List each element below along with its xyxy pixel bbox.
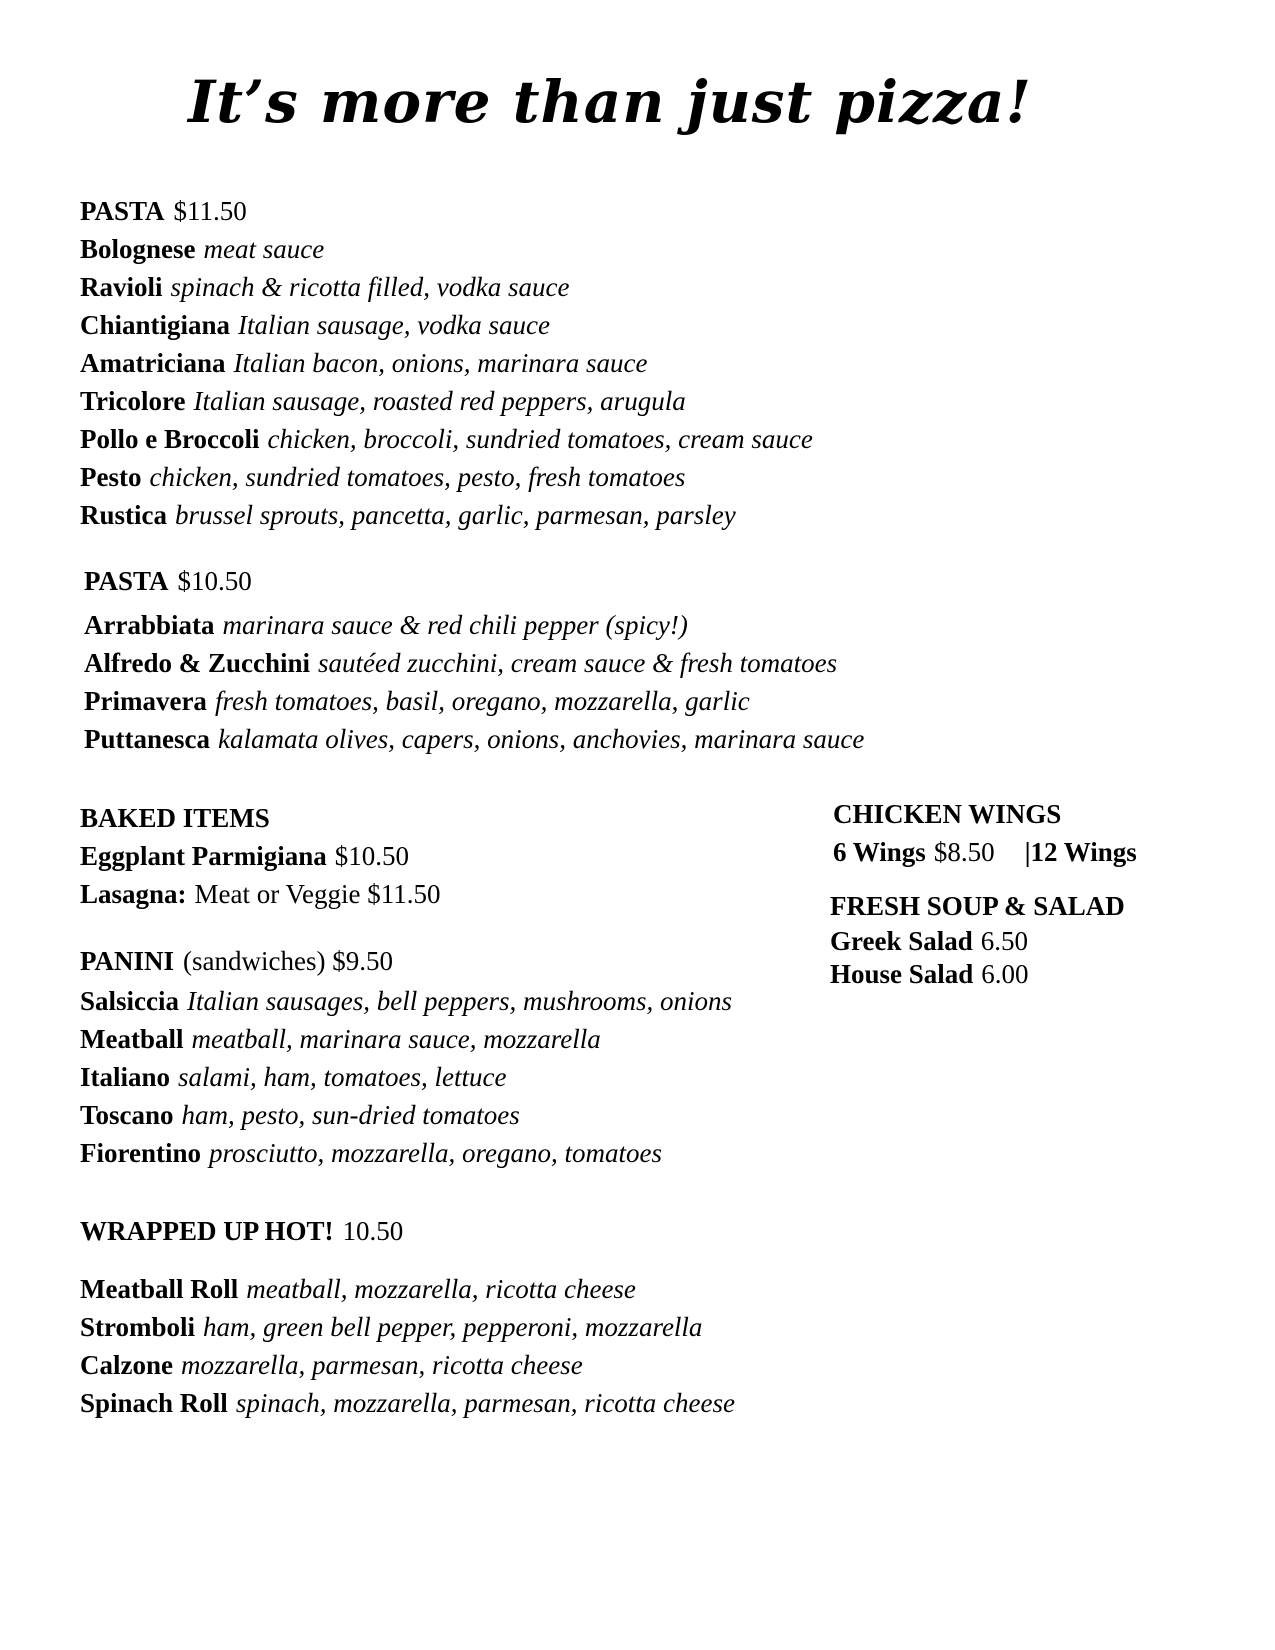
item-name: House Salad bbox=[830, 959, 974, 989]
item-description: spinach, mozzarella, parmesan, ricotta cheese bbox=[235, 1388, 735, 1418]
section-heading bbox=[80, 942, 840, 980]
item-name: Primavera bbox=[84, 686, 207, 716]
item-description: meatball, mozzarella, ricotta cheese bbox=[246, 1274, 636, 1304]
item-meatball bbox=[80, 1020, 840, 1058]
section-heading-label: PASTA bbox=[80, 196, 165, 226]
item-name: Rustica bbox=[80, 500, 167, 530]
section-chicken-wings bbox=[830, 795, 1250, 871]
section-heading bbox=[80, 192, 840, 230]
item-name: Amatriciana bbox=[80, 348, 226, 378]
item-description: spinach & ricotta filled, vodka sauce bbox=[170, 272, 570, 302]
item-bolognese bbox=[80, 230, 840, 268]
section-heading-price: $11.50 bbox=[173, 196, 247, 226]
item-description: sautéed zucchini, cream sauce & fresh tomatoes bbox=[318, 648, 838, 678]
item-name: Toscano bbox=[80, 1100, 174, 1130]
section-heading bbox=[80, 1212, 840, 1250]
item-name: Alfredo & Zucchini bbox=[84, 648, 311, 678]
section-pasta-11-50 bbox=[80, 192, 840, 534]
item-name: Bolognese bbox=[80, 234, 196, 264]
six-wings-price: $8.50 bbox=[933, 837, 995, 867]
item-chiantigiana bbox=[80, 306, 840, 344]
section-heading-price: $10.50 bbox=[177, 566, 252, 596]
item-meatball-roll bbox=[80, 1270, 840, 1308]
item-name: Salsiccia bbox=[80, 986, 179, 1016]
item-description: Italian sausages, bell peppers, mushrooms, onions bbox=[187, 986, 732, 1016]
item-salsiccia bbox=[80, 982, 840, 1020]
item-price: 6.00 bbox=[981, 959, 1029, 989]
item-name: Calzone bbox=[80, 1350, 173, 1380]
item-eggplant-parmigiana bbox=[80, 837, 840, 875]
wings-price-line bbox=[833, 833, 1250, 871]
item-name: Ravioli bbox=[80, 272, 163, 302]
item-pollo-e-broccoli bbox=[80, 420, 840, 458]
twelve-wings-label: |12 Wings bbox=[1024, 837, 1137, 867]
item-name: Eggplant Parmigiana bbox=[80, 841, 327, 871]
item-name: Stromboli bbox=[80, 1312, 196, 1342]
six-wings-label: 6 Wings bbox=[833, 837, 926, 867]
item-greek-salad bbox=[830, 925, 1250, 958]
item-description: chicken, sundried tomatoes, pesto, fresh tomatoes bbox=[149, 462, 686, 492]
section-heading-label: FRESH SOUP & SALAD bbox=[830, 891, 1125, 921]
item-description: chicken, broccoli, sundried tomatoes, cream sauce bbox=[267, 424, 813, 454]
item-description: prosciutto, mozzarella, oregano, tomatoes bbox=[209, 1138, 662, 1168]
item-description: Italian sausage, roasted red peppers, arugula bbox=[193, 386, 686, 416]
item-ravioli bbox=[80, 268, 840, 306]
section-heading bbox=[80, 799, 840, 837]
item-name: Arrabbiata bbox=[84, 610, 215, 640]
item-primavera bbox=[84, 682, 840, 720]
item-amatriciana bbox=[80, 344, 840, 382]
section-heading-price: (sandwiches) $9.50 bbox=[183, 946, 393, 976]
item-stromboli bbox=[80, 1308, 840, 1346]
item-house-salad bbox=[830, 958, 1250, 991]
section-heading-label: WRAPPED UP HOT! bbox=[80, 1216, 334, 1246]
section-heading-label: PANINI bbox=[80, 946, 174, 976]
section-heading bbox=[84, 562, 840, 600]
section-heading bbox=[830, 887, 1250, 925]
item-name: Pollo e Broccoli bbox=[80, 424, 260, 454]
item-price: $10.50 bbox=[334, 841, 410, 871]
item-name: Greek Salad bbox=[830, 926, 973, 956]
item-lasagna bbox=[80, 875, 840, 913]
item-name: Lasagna: bbox=[80, 879, 187, 909]
section-heading-label: BAKED ITEMS bbox=[80, 803, 270, 833]
item-italiano bbox=[80, 1058, 840, 1096]
section-fresh-soup-salad bbox=[830, 887, 1250, 991]
item-description: brussel sprouts, pancetta, garlic, parmesan, parsley bbox=[175, 500, 736, 530]
item-description: marinara sauce & red chili pepper (spicy!) bbox=[222, 610, 688, 640]
item-description: fresh tomatoes, basil, oregano, mozzarella, garlic bbox=[214, 686, 750, 716]
item-price: 6.50 bbox=[980, 926, 1029, 956]
item-description: ham, green bell pepper, pepperoni, mozzarella bbox=[203, 1312, 703, 1342]
item-rustica bbox=[80, 496, 840, 534]
item-name: Meatball bbox=[80, 1024, 184, 1054]
item-description: meatball, marinara sauce, mozzarella bbox=[191, 1024, 601, 1054]
menu-left-column bbox=[80, 192, 865, 1422]
item-name: Pesto bbox=[80, 462, 142, 492]
section-baked-items bbox=[80, 799, 840, 913]
item-name: Italiano bbox=[80, 1062, 171, 1092]
item-spinach-roll bbox=[80, 1384, 840, 1422]
item-description: Italian sausage, vodka sauce bbox=[238, 310, 550, 340]
item-description: meat sauce bbox=[203, 234, 325, 264]
item-name: Spinach Roll bbox=[80, 1388, 228, 1418]
item-arrabbiata bbox=[84, 606, 840, 644]
item-description: salami, ham, tomatoes, lettuce bbox=[178, 1062, 507, 1092]
item-tricolore bbox=[80, 382, 840, 420]
item-fiorentino bbox=[80, 1134, 840, 1172]
item-name: Fiorentino bbox=[80, 1138, 201, 1168]
section-heading-label: PASTA bbox=[84, 566, 169, 596]
menu-right-column bbox=[830, 795, 1250, 991]
section-heading-label: CHICKEN WINGS bbox=[833, 799, 1062, 829]
item-name: Meatball Roll bbox=[80, 1274, 239, 1304]
section-heading-price: 10.50 bbox=[342, 1216, 404, 1246]
item-calzone bbox=[80, 1346, 840, 1384]
item-description: ham, pesto, sun-dried tomatoes bbox=[181, 1100, 520, 1130]
item-description: mozzarella, parmesan, ricotta cheese bbox=[180, 1350, 583, 1380]
item-alfredo-zucchini bbox=[84, 644, 840, 682]
section-heading bbox=[833, 795, 1250, 833]
menu-title: It’s more than just pizza! bbox=[188, 68, 1032, 136]
item-description: kalamata olives, capers, onions, anchovies, marinara sauce bbox=[217, 724, 865, 754]
item-toscano bbox=[80, 1096, 840, 1134]
item-name: Puttanesca bbox=[84, 724, 210, 754]
item-name: Chiantigiana bbox=[80, 310, 231, 340]
item-puttanesca bbox=[84, 720, 865, 758]
section-pasta-10-50 bbox=[80, 562, 865, 758]
item-description: Meat or Veggie $11.50 bbox=[194, 879, 441, 909]
section-panini bbox=[80, 942, 840, 1172]
item-pesto bbox=[80, 458, 840, 496]
item-name: Tricolore bbox=[80, 386, 186, 416]
section-wrapped-up-hot bbox=[80, 1212, 840, 1422]
item-description: Italian bacon, onions, marinara sauce bbox=[233, 348, 648, 378]
